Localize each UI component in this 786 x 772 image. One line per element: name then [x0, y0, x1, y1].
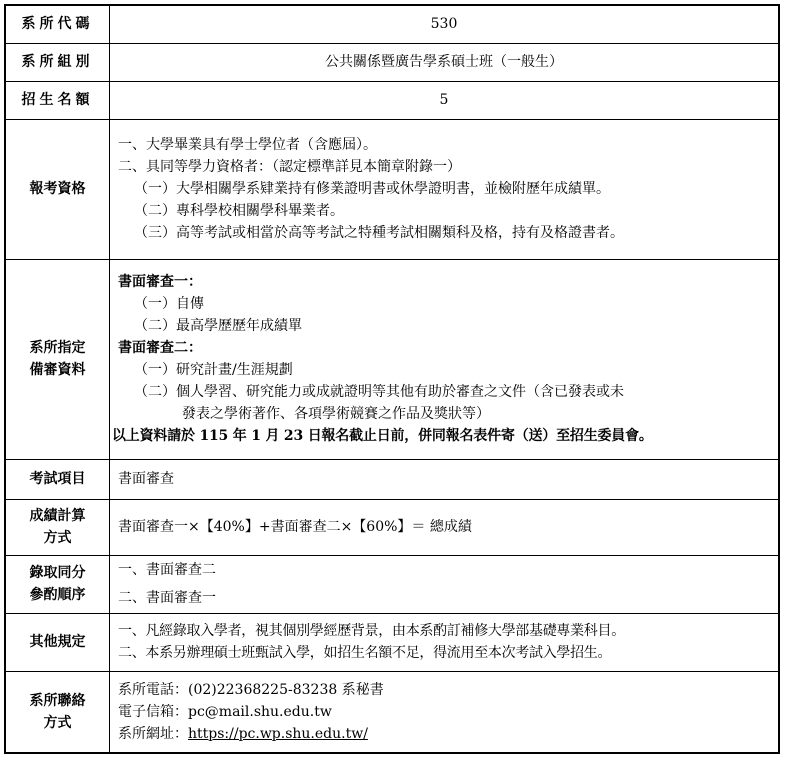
value-department-code: 530 [110, 5, 780, 43]
phone-number: (02)22368225-83238 系秘書 [188, 681, 384, 698]
review-one-item: （一）自傳 [134, 296, 204, 312]
row-eligibility [5, 119, 779, 259]
label-line: 方式 [43, 714, 72, 731]
row-department-code [5, 5, 779, 43]
eligibility-line: （一）大學相關學系肄業持有修業證明書或休學證明書，並檢附歷年成績單。 [134, 181, 610, 197]
value-tie-break-order [110, 555, 780, 613]
review-one-heading: 書面審查一： [118, 274, 202, 290]
eligibility-line: 一、大學畢業具有學士學位者（含應屆）。 [118, 137, 377, 153]
label-required-documents [5, 259, 110, 459]
email-address: pc@mail.shu.edu.tw [188, 703, 332, 720]
label-other-rules: 其他規定 [5, 613, 110, 671]
email-label: 電子信箱： [118, 703, 188, 720]
value-exam-items: 書面審查 [110, 459, 780, 499]
review-two-item: （一）研究計畫/生涯規劃 [134, 362, 293, 378]
value-contact [110, 671, 780, 753]
value-quota: 5 [110, 81, 780, 119]
label-line: 參酌順序 [29, 587, 86, 603]
value-department-group: 公共關係暨廣告學系碩士班（一般生） [110, 43, 780, 81]
label-department-code: 系所代碼 [5, 5, 110, 43]
tie-break-line: 二、書面審查一 [118, 590, 216, 606]
label-quota: 招生名額 [5, 81, 110, 119]
label-contact [5, 671, 110, 753]
value-score-calculation: 書面審查一×【40%】+書面審查二×【60%】＝ 總成績 [110, 499, 780, 555]
row-department-group [5, 43, 779, 81]
review-one-item: （二）最高學歷歷年成績單 [134, 318, 302, 334]
deadline-note: 以上資料請於 115 年 1 月 23 日報名截止日前，併同報名表件寄（送）至招生委員會。 [112, 428, 653, 444]
eligibility-line: 二、具同等學力資格者：（認定標準詳見本簡章附錄一） [118, 159, 461, 175]
website-link[interactable]: https://pc.wp.shu.edu.tw/ [188, 725, 368, 742]
tie-break-line: 一、書面審查二 [118, 562, 216, 578]
value-eligibility [110, 119, 780, 259]
value-other-rules [110, 613, 780, 671]
eligibility-line: （三）高等考試或相當於高等考試之特種考試相關類科及格，持有及格證書者。 [134, 225, 624, 241]
label-line: 備審資料 [29, 362, 86, 378]
website-label: 系所網址： [118, 725, 188, 742]
review-two-item: 發表之學術著作、各項學術競賽之作品及獎狀等） [182, 406, 490, 422]
label-department-group: 系所組別 [5, 43, 110, 81]
row-quota [5, 81, 779, 119]
rule-line: 二、本系另辦理碩士班甄試入學，如招生名額不足，得流用至本次考試入學招生。 [118, 645, 612, 661]
row-tie-break-order [5, 555, 779, 613]
contact-phone [118, 679, 770, 701]
row-other-rules [5, 613, 779, 671]
label-score-calculation [5, 499, 110, 555]
row-contact [5, 671, 779, 753]
value-required-documents [110, 259, 780, 459]
rule-line: 一、凡經錄取入學者，視其個別學經歷背景，由本系酌訂補修大學部基礎專業科目。 [118, 623, 625, 639]
label-line: 系所指定 [29, 340, 86, 356]
contact-email [118, 701, 770, 723]
label-line: 系所聯絡 [29, 692, 86, 709]
label-tie-break-order [5, 555, 110, 613]
contact-website [118, 723, 770, 745]
eligibility-line: （二）專科學校相關學科畢業者。 [134, 203, 344, 219]
row-score-calculation [5, 499, 779, 555]
label-eligibility: 報考資格 [5, 119, 110, 259]
label-line: 成績計算 [29, 508, 86, 524]
phone-label: 系所電話： [118, 681, 188, 698]
label-line: 錄取同分 [29, 565, 86, 581]
review-two-item: （二）個人學習、研究能力或成就證明等其他有助於審查之文件（含已發表或未 [134, 384, 624, 400]
admission-info-table [4, 4, 780, 754]
row-required-documents [5, 259, 779, 459]
review-two-heading: 書面審查二： [118, 340, 202, 356]
row-exam-items [5, 459, 779, 499]
label-line: 方式 [43, 530, 72, 546]
label-exam-items: 考試項目 [5, 459, 110, 499]
